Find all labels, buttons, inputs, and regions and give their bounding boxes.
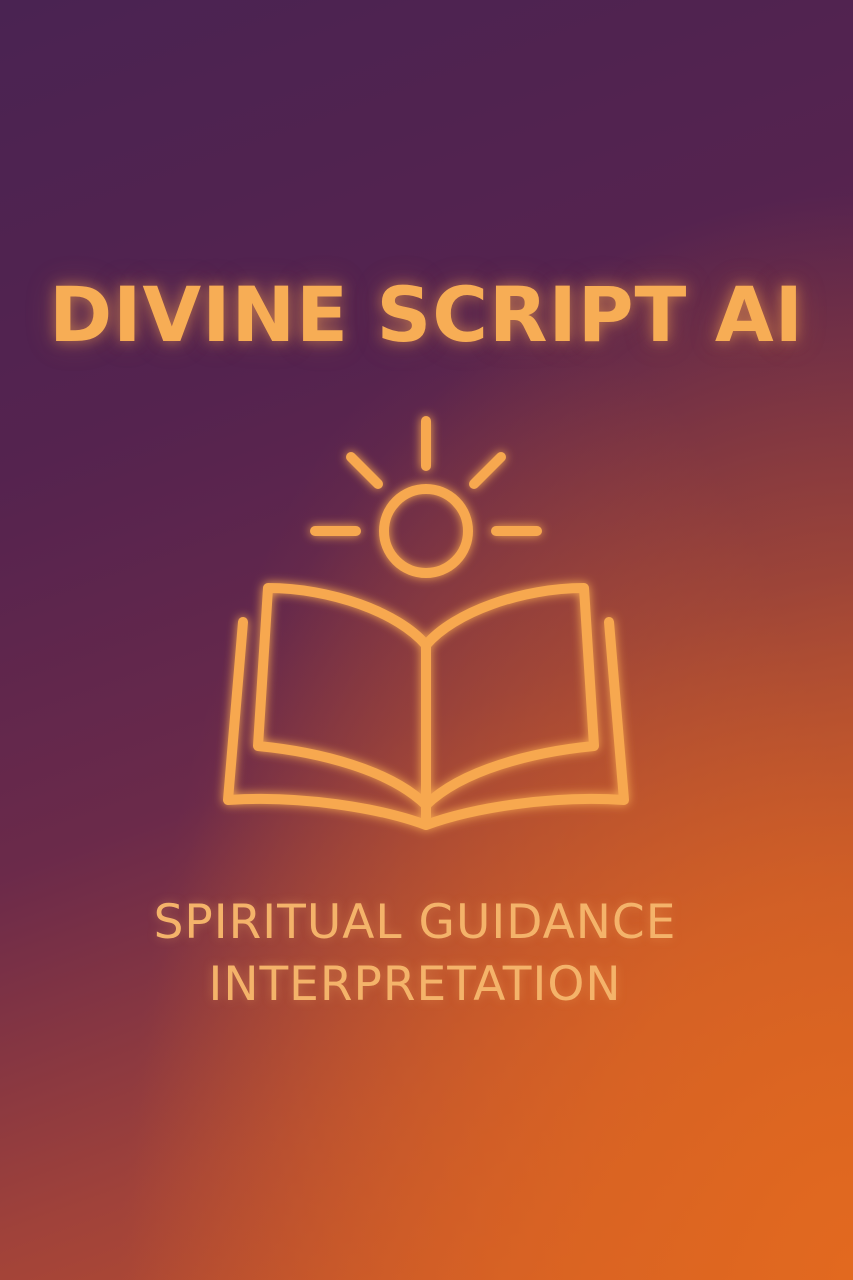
tagline-line-1: SPIRITUAL GUIDANCE (153, 895, 677, 950)
sun-ray (351, 457, 378, 484)
sun-over-open-book-icon (200, 405, 653, 845)
book-right-page (426, 588, 594, 805)
book-left-page (258, 588, 426, 805)
app-title: DIVINE SCRIPT AI (49, 270, 804, 359)
tagline-line-2: INTERPRETATION (208, 957, 622, 1012)
sun-ray (474, 457, 501, 484)
sun-icon (384, 489, 468, 573)
tagline (0, 892, 830, 1016)
